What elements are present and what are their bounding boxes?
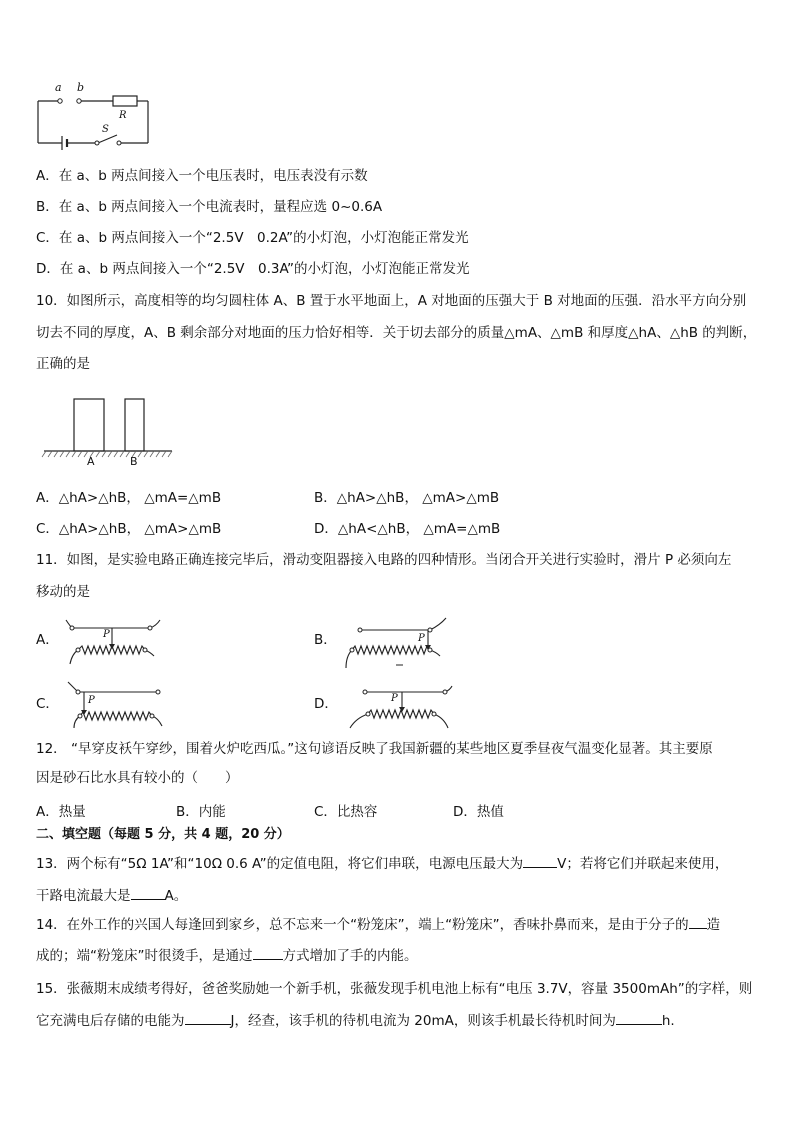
q12-stem-line1: 12． “早穿皮袄午穿纱，围着火炉吃西瓜。”这句谚语反映了我国新疆的某些地区夏季昼夜气温变化显著。其主要原 [36, 741, 713, 757]
q12-stem-line2: 因是砂石比水具有较小的（ ） [36, 770, 239, 786]
slider-p-label-d: P [391, 693, 398, 704]
cylinder-b-label: B [130, 455, 138, 468]
q10-stem-line3: 正确的是 [36, 356, 90, 372]
q10-stem-line1: 10．如图所示，高度相等的均匀圆柱体 A、B 置于水平地面上，A 对地面的压强大于 B 对地面的压强．沿水平方向分别 [36, 293, 747, 309]
q11-option-d-label: D． [314, 696, 338, 712]
q14-line2 [36, 945, 418, 966]
q9-option-c: C．在 a、b 两点间接入一个“2.5V 0.2A”的小灯泡，小灯泡能正常发光 [36, 230, 469, 246]
slider-p-label-c: P [88, 695, 95, 706]
q10-option-b: B．△hA>△hB， △mA>△mB [314, 490, 500, 506]
q15-text-3: J，经查，该手机的待机电流为 20mA，则该手机最长待机时间为 [230, 1013, 616, 1029]
q15-blank-time[interactable] [616, 1010, 662, 1025]
q15-text-4: h. [661, 1013, 675, 1029]
q12-option-b: B．内能 [176, 804, 226, 820]
slider-p-label-b: P [418, 633, 425, 644]
q14-text-2: 造 [706, 917, 721, 933]
q12-option-a: A．热量 [36, 804, 86, 820]
q9-option-d: D．在 a、b 两点间接入一个“2.5V 0.3A”的小灯泡，小灯泡能正常发光 [36, 261, 470, 277]
q14-line1 [36, 914, 720, 935]
resistor-r-label: R [119, 110, 127, 121]
q15-line2 [36, 1010, 675, 1031]
q10-option-d: D．△hA<△hB， △mA=△mB [314, 521, 501, 537]
q12-option-c: C．比热容 [314, 804, 378, 820]
q13-text-1: 13．两个标有“5Ω 1A”和“10Ω 0.6 A”的定值电阻，将它们串联，电源电压最大为 [36, 856, 524, 872]
q12-option-d: D．热值 [453, 804, 504, 820]
q15-text-2: 它充满电后存储的电能为 [36, 1013, 185, 1029]
q14-text-1: 14．在外工作的兴国人每逢回到家乡，总不忘来一个“粉笼床”，端上“粉笼床”，香味扑鼻而来，是由于分子的 [36, 917, 689, 933]
q14-text-4: 方式增加了手的内能。 [282, 948, 418, 964]
q11-stem-line1: 11．如图，是实验电路正确连接完毕后，滑动变阻器接入电路的四种情形。当闭合开关进行实验时，滑片 P 必须向左 [36, 552, 732, 568]
q10-option-c: C．△hA>△hB， △mA>△mB [36, 521, 222, 537]
cylinder-a-label: A [87, 455, 95, 468]
q14-text-3: 成的；端“粉笼床”时很烫手，是通过 [36, 948, 253, 964]
q13-line2 [36, 885, 187, 906]
q14-blank-method[interactable] [253, 945, 283, 960]
q14-blank-molecule[interactable] [689, 914, 707, 929]
q13-text-3: 干路电流最大是 [36, 888, 131, 904]
q13-text-2: V；若将它们并联起来使用， [557, 856, 729, 872]
q11-option-a-label: A． [36, 632, 59, 648]
terminal-b-label: b [77, 81, 85, 94]
q13-text-4: A。 [164, 888, 188, 904]
q13-blank-voltage[interactable] [523, 853, 557, 868]
section-fill-in-heading: 二、填空题（每题 5 分，共 4 题，20 分） [36, 827, 290, 842]
q9-option-b: B．在 a、b 两点间接入一个电流表时，量程应选 0~0.6A [36, 199, 383, 215]
q11-option-b-label: B． [314, 632, 337, 648]
slider-p-label-a: P [103, 629, 110, 640]
q10-stem-line2: 切去不同的厚度，A、B 剩余部分对地面的压力恰好相等．关于切去部分的质量△mA、△mB 和厚度△hA、△hB 的判断， [36, 325, 757, 341]
q9-option-a: A．在 a、b 两点间接入一个电压表时，电压表没有示数 [36, 168, 368, 184]
q11-stem-line2: 移动的是 [36, 584, 90, 600]
q15-blank-energy[interactable] [185, 1010, 231, 1025]
switch-s-label: S [102, 124, 109, 135]
q11-option-c-label: C． [36, 696, 59, 712]
q13-line1 [36, 853, 728, 874]
q15-line1: 15．张薇期末成绩考得好，爸爸奖励她一个新手机，张薇发现手机电池上标有“电压 3.7V，容量 3500mAh”的字样，则 [36, 981, 753, 997]
q10-option-a: A．△hA>△hB， △mA=△mB [36, 490, 222, 506]
terminal-a-label: a [55, 81, 62, 94]
q13-blank-current[interactable] [131, 885, 165, 900]
